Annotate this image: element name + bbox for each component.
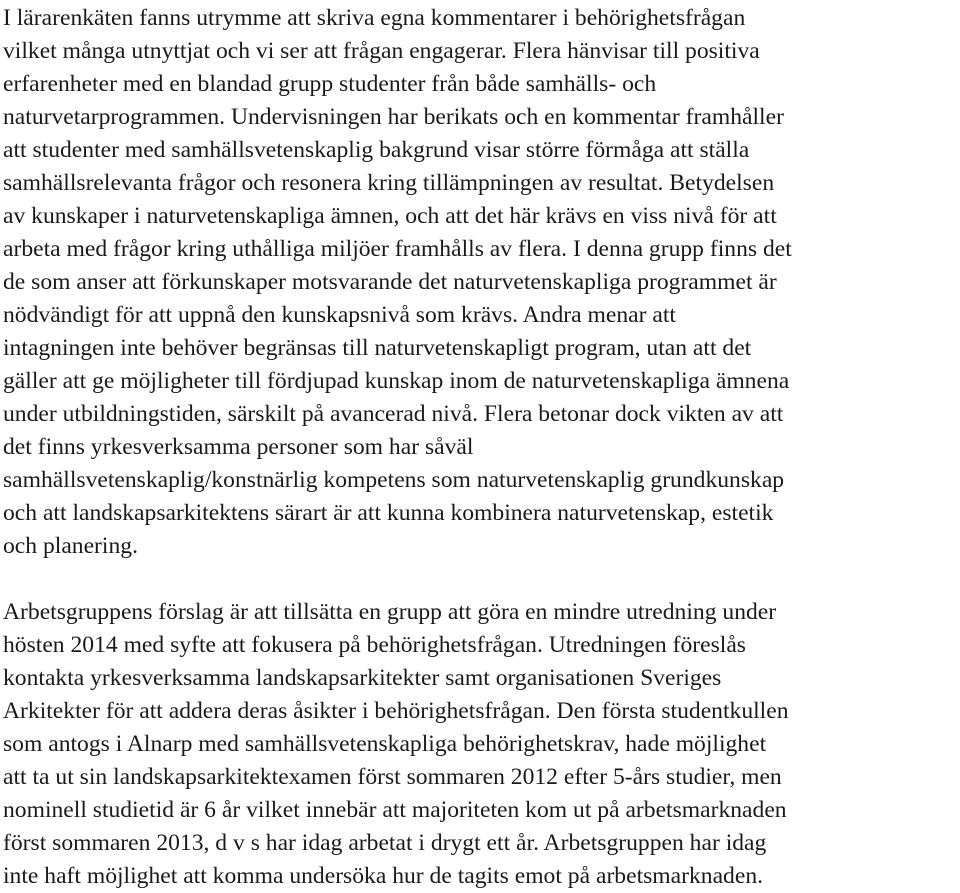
text-line: under utbildningstiden, särskilt på avancerad nivå. Flera betonar dock vikten av att xyxy=(3,401,784,427)
text-line: naturvetarprogrammen. Undervisningen har berikats och en kommentar framhåller xyxy=(3,104,784,130)
text-line: först sommaren 2013, d v s har idag arbetat i drygt ett år. Arbetsgruppen har idag xyxy=(3,830,767,856)
text-line: gäller att ge möjligheter till fördjupad kunskap inom de naturvetenskapliga ämnena xyxy=(3,368,790,394)
paragraph-spacer xyxy=(3,563,957,596)
text-line: och att landskapsarkitektens särart är att kunna kombinera naturvetenskap, estetik xyxy=(3,500,774,526)
text-line: de som anser att förkunskaper motsvarande det naturvetenskapliga programmet är xyxy=(3,269,777,295)
text-line: som antogs i Alnarp med samhällsvetenskapliga behörighetskrav, hade möjlighet xyxy=(3,731,767,757)
text-line: intagningen inte behöver begränsas till naturvetenskapligt program, utan att det xyxy=(3,335,752,361)
paragraph-teacher-survey-comments xyxy=(3,2,957,563)
text-line: Arkitekter för att addera deras åsikter i behörighetsfrågan. Den första studentkullen xyxy=(3,698,789,724)
text-line: kontakta yrkesverksamma landskapsarkitekter samt organisationen Sveriges xyxy=(3,665,722,691)
text-line: av kunskaper i naturvetenskapliga ämnen, och att det här krävs en viss nivå för att xyxy=(3,203,777,229)
document-page xyxy=(3,2,957,893)
text-line: hösten 2014 med syfte att fokusera på behörighetsfrågan. Utredningen föreslås xyxy=(3,632,746,658)
paragraph-working-group-proposal xyxy=(3,596,957,893)
text-line: erfarenheter med en blandad grupp studenter från både samhälls- och xyxy=(3,71,657,97)
text-line: arbeta med frågor kring uthålliga miljöer framhålls av flera. I denna grupp finns det xyxy=(3,236,792,262)
text-line: inte haft möjlighet att komma undersöka hur de tagits emot på arbetsmarknaden. xyxy=(3,863,764,889)
text-line: samhällsrelevanta frågor och resonera kring tillämpningen av resultat. Betydelsen xyxy=(3,170,775,196)
text-line: I lärarenkäten fanns utrymme att skriva egna kommentarer i behörighetsfrågan xyxy=(3,5,746,31)
text-line: Arbetsgruppens förslag är att tillsätta en grupp att göra en mindre utredning under xyxy=(3,599,777,625)
text-line: vilket många utnyttjat och vi ser att frågan engagerar. Flera hänvisar till positiva xyxy=(3,38,760,64)
text-line: nödvändigt för att uppnå den kunskapsnivå som krävs. Andra menar att xyxy=(3,302,676,328)
text-line: att ta ut sin landskapsarkitektexamen först sommaren 2012 efter 5-års studier, men xyxy=(3,764,782,790)
text-line: nominell studietid är 6 år vilket innebär att majoriteten kom ut på arbetsmarknaden xyxy=(3,797,787,823)
text-line: det finns yrkesverksamma personer som har såväl xyxy=(3,434,474,460)
text-line: att studenter med samhällsvetenskaplig bakgrund visar större förmåga att ställa xyxy=(3,137,750,163)
text-line: och planering. xyxy=(3,533,138,559)
text-line: samhällsvetenskaplig/konstnärlig kompetens som naturvetenskaplig grundkunskap xyxy=(3,467,785,493)
